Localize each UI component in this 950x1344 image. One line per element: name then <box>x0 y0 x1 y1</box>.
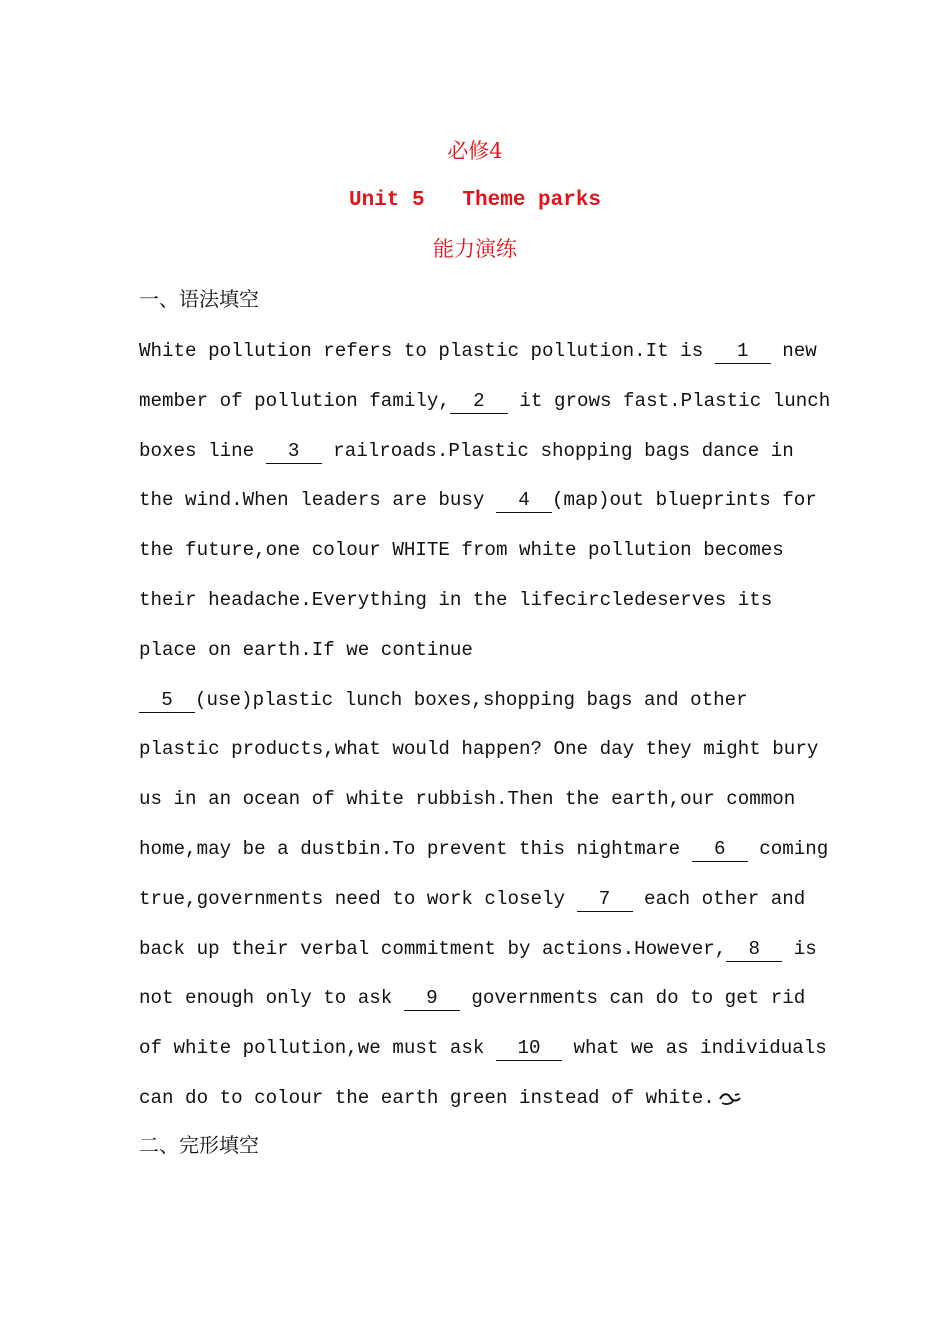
passage-text: (map)out blueprints for <box>551 489 817 511</box>
passage-line <box>139 1083 741 1113</box>
passage-text: new <box>770 340 817 362</box>
passage-line <box>139 436 794 466</box>
passage-text: not enough only to ask <box>139 987 404 1009</box>
blank-3: 3 <box>266 439 322 464</box>
passage-text: true,governments need to work closely <box>139 888 577 910</box>
unit-title-gap <box>425 189 463 212</box>
section-heading-cloze: 二、完形填空 <box>139 1133 259 1157</box>
passage-text: what we as individuals <box>561 1037 827 1059</box>
end-mark-icon <box>719 1092 741 1106</box>
passage-line <box>139 784 795 814</box>
passage-text: the wind.When leaders are busy <box>139 489 496 511</box>
book-title: 必修4 <box>447 139 503 163</box>
passage-line <box>139 734 818 764</box>
blank-6: 6 <box>692 837 748 862</box>
passage-text: each other and <box>632 888 806 910</box>
unit-title <box>0 186 950 216</box>
unit-name: Theme parks <box>462 189 602 212</box>
passage-text: can do to colour the earth green instead of white. <box>139 1087 715 1109</box>
passage-line <box>139 585 772 615</box>
passage-text: us in an ocean of white rubbish.Then the earth,our common <box>139 788 796 810</box>
passage-text: White pollution refers to plastic pollution.It is <box>139 340 715 362</box>
passage-line <box>139 485 817 515</box>
practice-subtitle: 能力演练 <box>433 237 517 261</box>
passage-text: (use)plastic lunch boxes,shopping bags and other <box>195 689 748 711</box>
blank-7: 7 <box>577 887 633 912</box>
passage-text: coming <box>747 838 829 860</box>
blank-5: 5 <box>139 688 195 713</box>
passage-line <box>139 535 784 565</box>
section-heading-grammar: 一、语法填空 <box>139 287 259 311</box>
blank-1: 1 <box>715 339 771 364</box>
passage-text: it grows fast.Plastic lunch <box>507 390 831 412</box>
blank-8: 8 <box>726 937 782 962</box>
blank-10: 10 <box>496 1036 562 1061</box>
blank-2: 2 <box>450 389 508 414</box>
passage-text: their headache.Everything in the lifecircledeserves its <box>139 589 773 611</box>
passage-line <box>139 685 748 715</box>
passage-line <box>139 834 828 864</box>
passage-text: back up their verbal commitment by actions.However, <box>139 938 727 960</box>
passage-text: place on earth.If we continue <box>139 639 473 661</box>
passage-text: the future,one colour WHITE from white pollution becomes <box>139 539 784 561</box>
unit-label: Unit 5 <box>348 189 425 212</box>
passage-text: railroads.Plastic shopping bags dance in <box>321 440 794 462</box>
passage-line <box>139 884 805 914</box>
blank-9: 9 <box>404 986 460 1011</box>
passage-line <box>139 386 830 416</box>
passage-text: home,may be a dustbin.To prevent this nightmare <box>139 838 692 860</box>
passage-line <box>139 336 817 366</box>
passage-text: governments can do to get rid <box>459 987 806 1009</box>
passage-text: member of pollution family, <box>139 390 450 412</box>
blank-4: 4 <box>496 488 552 513</box>
passage-text: plastic products,what would happen? One day they might bury <box>139 738 819 760</box>
passage-line <box>139 1033 827 1063</box>
passage-text: is <box>782 938 817 960</box>
passage-line <box>139 983 805 1013</box>
passage-text: of white pollution,we must ask <box>139 1037 496 1059</box>
passage-line <box>139 934 817 964</box>
passage-text: boxes line <box>139 440 266 462</box>
passage-line <box>139 635 473 665</box>
